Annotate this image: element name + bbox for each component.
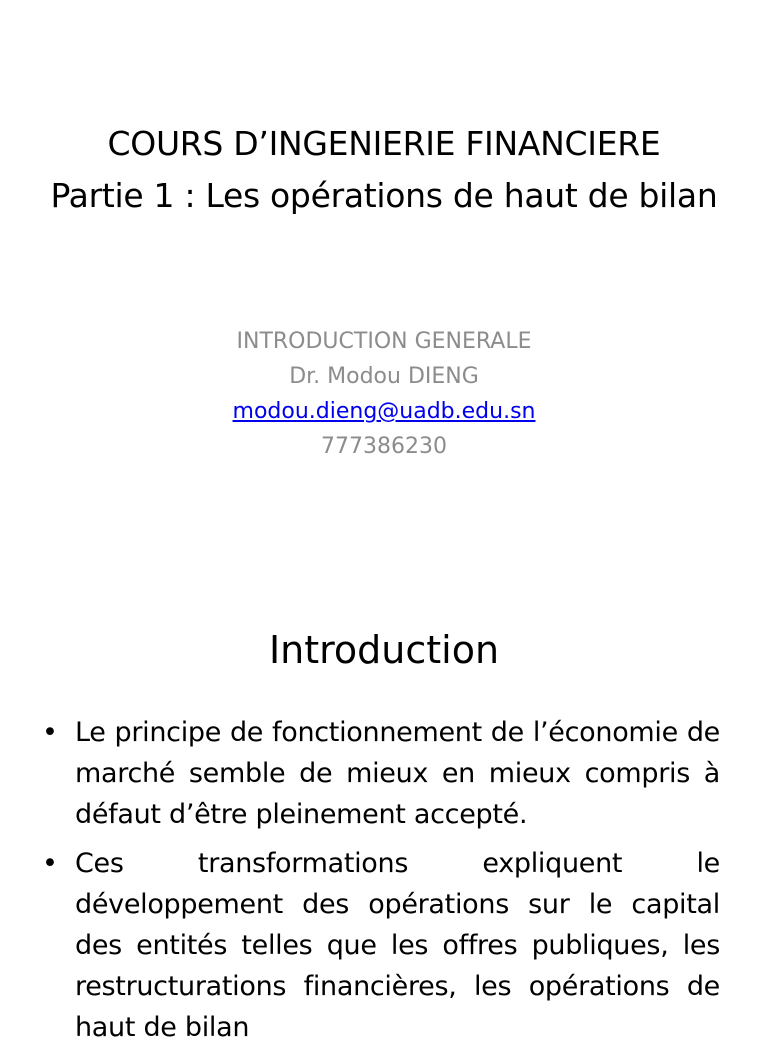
bullet-list	[40, 712, 720, 1056]
email-link[interactable]: modou.dieng@uadb.edu.sn	[232, 399, 536, 424]
content-slide	[0, 576, 768, 1043]
bullet-item	[40, 712, 720, 835]
slide-title	[40, 118, 728, 222]
author-name: Dr. Modou DIENG	[289, 364, 479, 389]
bullet-marker: •	[42, 717, 58, 748]
bullet-text: Ces transformations expliquent le développement des opérations sur le capital des entités telles que les offres publiques, les restructurations financières, les opérations de haut de bilan	[75, 848, 720, 1043]
subtitle-intro: INTRODUCTION GENERALE	[236, 329, 532, 354]
section-title: Introduction	[268, 628, 500, 672]
title-line-part: Partie 1 : Les opérations de haut de bilan	[50, 176, 718, 215]
bullet-item	[40, 843, 720, 1048]
bullet-text: Le principe de fonctionnement de l’économie de marché semble de mieux en mieux compris à défaut d’être pleinement accepté.	[75, 717, 720, 830]
slide-subtitle	[40, 324, 728, 464]
email-line	[40, 394, 728, 429]
title-line-course: COURS D’INGENIERIE FINANCIERE	[107, 124, 661, 163]
bullet-marker: •	[42, 848, 58, 879]
phone-number: 777386230	[321, 434, 447, 459]
